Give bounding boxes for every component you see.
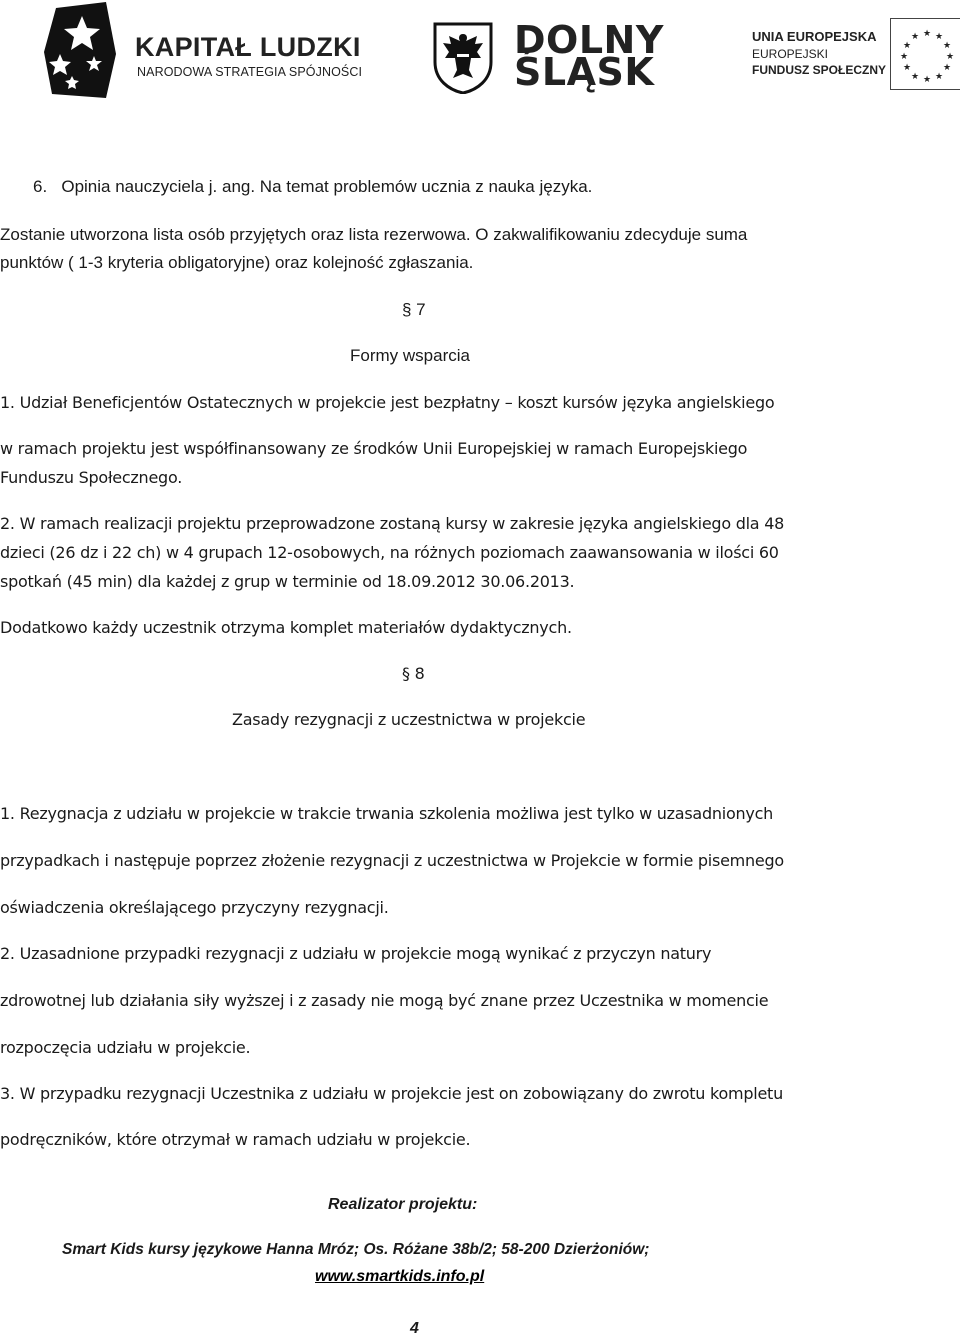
s7-p1-line3: Funduszu Społecznego. <box>0 468 183 487</box>
ranking-paragraph-line2: punktów ( 1-3 kryteria obligatoryjne) oraz kolejność zgłaszania. <box>0 253 474 272</box>
s7-p2-line2: dzieci (26 dz i 22 ch) w 4 grupach 12-osobowych, na różnych poziomach zaawansowania w ilości 60 <box>0 543 779 562</box>
kapital-ludzki-title: KAPITAŁ LUDZKI <box>135 32 361 62</box>
s7-p3: Dodatkowo każdy uczestnik otrzyma komplet materiałów dydaktycznych. <box>0 618 572 637</box>
s8-p1-line2: przypadkach i następuje poprzez złożenie rezygnacji z uczestnictwa w Projekcie w formie pisemnego <box>0 851 784 870</box>
s8-p2-line3: rozpoczęcia udziału w projekcie. <box>0 1038 251 1057</box>
svg-text:★: ★ <box>902 41 912 51</box>
svg-text:★: ★ <box>934 32 944 42</box>
svg-text:★: ★ <box>902 63 912 73</box>
eu-text-line3: FUNDUSZ SPOŁECZNY <box>752 63 887 77</box>
s8-p3-line2: podręczników, które otrzymał w ramach udziału w projekcie. <box>0 1130 471 1149</box>
s8-p1-line3: oświadczenia określającego przyczyny rezygnacji. <box>0 898 389 917</box>
s8-p1-line1: 1. Rezygnacja z udziału w projekcie w trakcie trwania szkolenia możliwa jest tylko w uzasadnionych <box>0 804 774 823</box>
svg-text:★: ★ <box>942 63 952 73</box>
svg-text:★: ★ <box>922 29 932 39</box>
svg-text:★: ★ <box>922 75 932 85</box>
eu-text-line2: EUROPEJSKI <box>752 47 829 61</box>
s7-p1-line2: w ramach projektu jest współfinansowany ze środków Unii Europejskiej w ramach Europejskiego <box>0 439 748 458</box>
kapital-ludzki-subtitle: NARODOWA STRATEGIA SPÓJNOŚCI <box>137 65 363 79</box>
svg-text:★: ★ <box>910 32 920 42</box>
svg-text:★: ★ <box>910 72 920 82</box>
eu-flag-icon <box>890 18 960 90</box>
s7-p1-line1: 1. Udział Beneficjentów Ostatecznych w projekcie jest bezpłatny – koszt kursów języka angielskiego <box>0 393 775 412</box>
s8-p3-line1: 3. W przypadku rezygnacji Uczestnika z udziału w projekcie jest on zobowiązany do zwrotu kompletu <box>0 1084 783 1103</box>
svg-text:★: ★ <box>942 41 952 51</box>
section-8-heading: § 8 <box>402 664 425 683</box>
eu-text-line1: UNIA EUROPEJSKA <box>752 29 877 44</box>
page-number: 4 <box>410 1320 419 1337</box>
s8-p2-line1: 2. Uzasadnione przypadki rezygnacji z udziału w projekcie mogą wynikać z przyczyn natury <box>0 944 712 963</box>
dolny-slask-line1: DOLNY <box>514 18 664 62</box>
footer-website-link[interactable]: www.smartkids.info.pl <box>315 1268 485 1285</box>
section-7-title: Formy wsparcia <box>350 346 470 365</box>
footer-company: Smart Kids kursy językowe Hanna Mróz; Os. Różane 38b/2; 58-200 Dzierżoniów; <box>62 1241 650 1258</box>
svg-text:★: ★ <box>945 52 955 62</box>
s7-p2-line1: 2. W ramach realizacji projektu przeprowadzone zostaną kursy w zakresie języka angielskiego dla 48 <box>0 514 785 533</box>
section-8-title: Zasady rezygnacji z uczestnictwa w projekcie <box>232 710 586 729</box>
s8-p2-line2: zdrowotnej lub działania siły wyższej i z zasady nie mogą być znane przez Uczestnika w momencie <box>0 991 769 1010</box>
s7-p2-line3: spotkań (45 min) dla każdej z grup w terminie od 18.09.2012 30.06.2013. <box>0 572 575 591</box>
dolny-slask-line2: ŚLĄSK <box>514 50 655 94</box>
svg-text:★: ★ <box>934 72 944 82</box>
list-item-6: 6. Opinia nauczyciela j. ang. Na temat problemów ucznia z nauka języka. <box>33 177 593 196</box>
ranking-paragraph-line1: Zostanie utworzona lista osób przyjętych oraz lista rezerwowa. O zakwalifikowaniu zdecyduje suma <box>0 225 748 244</box>
coat-of-arms-eagle-icon <box>433 22 493 94</box>
kapital-ludzki-logo-icon <box>42 2 124 100</box>
svg-text:★: ★ <box>899 52 909 62</box>
section-7-heading: § 7 <box>402 300 426 319</box>
footer-realizator: Realizator projektu: <box>328 1196 478 1213</box>
